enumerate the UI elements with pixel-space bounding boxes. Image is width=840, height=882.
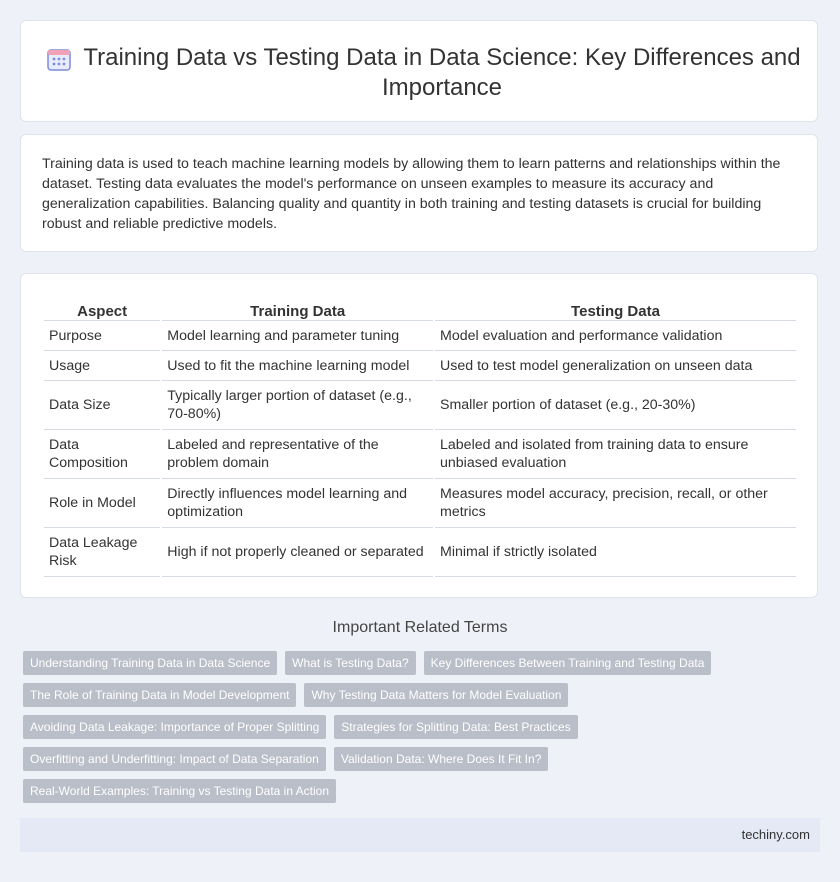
- title-card: [20, 20, 818, 122]
- aspect-cell: Purpose: [44, 321, 160, 351]
- page-title: Training Data vs Testing Data in Data Science: Key Differences and Importance: [83, 44, 801, 101]
- table-row: [44, 430, 796, 479]
- testing-cell: Smaller portion of dataset (e.g., 20-30%): [435, 381, 796, 430]
- table-header-row: [44, 294, 796, 321]
- related-term-tag[interactable]: Avoiding Data Leakage: Importance of Proper Splitting: [23, 715, 326, 739]
- footer: [20, 818, 820, 852]
- testing-cell: Labeled and isolated from training data to ensure unbiased evaluation: [435, 430, 796, 479]
- related-term-tag[interactable]: Key Differences Between Training and Testing Data: [424, 651, 712, 675]
- testing-cell: Model evaluation and performance validation: [435, 321, 796, 351]
- training-cell: Directly influences model learning and optimization: [162, 479, 433, 528]
- related-term-tag[interactable]: The Role of Training Data in Model Development: [23, 683, 296, 707]
- header-testing-data: Testing Data: [435, 294, 796, 321]
- related-term-tag[interactable]: Strategies for Splitting Data: Best Practices: [334, 715, 577, 739]
- related-terms-heading: Important Related Terms: [332, 619, 508, 636]
- training-cell: Typically larger portion of dataset (e.g., 70-80%): [162, 381, 433, 430]
- related-term-tag[interactable]: Why Testing Data Matters for Model Evaluation: [304, 683, 568, 707]
- related-term-tag[interactable]: Overfitting and Underfitting: Impact of Data Separation: [23, 747, 326, 771]
- intro-paragraph: Training data is used to teach machine learning models by allowing them to learn patterns and relationships within the dataset. Testing data evaluates the model's performance on unseen examples to measure its accuracy and generalization capabilities. Balancing quality and quantity in both training and testing datasets is crucial for building robust and reliable predictive models.: [42, 156, 781, 232]
- training-cell: Model learning and parameter tuning: [162, 321, 433, 351]
- table-row: [44, 479, 796, 528]
- training-cell: High if not properly cleaned or separated: [162, 528, 433, 577]
- related-term-tag[interactable]: Real-World Examples: Training vs Testing Data in Action: [23, 779, 336, 803]
- related-term-tag[interactable]: Understanding Training Data in Data Science: [23, 651, 277, 675]
- related-term-tag[interactable]: Validation Data: Where Does It Fit In?: [334, 747, 549, 771]
- table-row: [44, 321, 796, 351]
- header-aspect: Aspect: [44, 294, 160, 321]
- calendar-icon: [46, 46, 72, 72]
- testing-cell: Measures model accuracy, precision, recall, or other metrics: [435, 479, 796, 528]
- comparison-table: [42, 294, 798, 577]
- aspect-cell: Data Composition: [44, 430, 160, 479]
- aspect-cell: Data Size: [44, 381, 160, 430]
- aspect-cell: Role in Model: [44, 479, 160, 528]
- testing-cell: Used to test model generalization on unseen data: [435, 351, 796, 381]
- header-training-data: Training Data: [162, 294, 433, 321]
- site-name[interactable]: techiny.com: [741, 827, 810, 842]
- training-cell: Labeled and representative of the problem domain: [162, 430, 433, 479]
- training-cell: Used to fit the machine learning model: [162, 351, 433, 381]
- testing-cell: Minimal if strictly isolated: [435, 528, 796, 577]
- aspect-cell: Usage: [44, 351, 160, 381]
- comparison-card: [20, 273, 818, 598]
- table-row: [44, 528, 796, 577]
- intro-card: [20, 134, 818, 252]
- table-row: [44, 351, 796, 381]
- related-term-tag[interactable]: What is Testing Data?: [285, 651, 416, 675]
- related-terms-list: [23, 651, 723, 811]
- table-row: [44, 381, 796, 430]
- aspect-cell: Data Leakage Risk: [44, 528, 160, 577]
